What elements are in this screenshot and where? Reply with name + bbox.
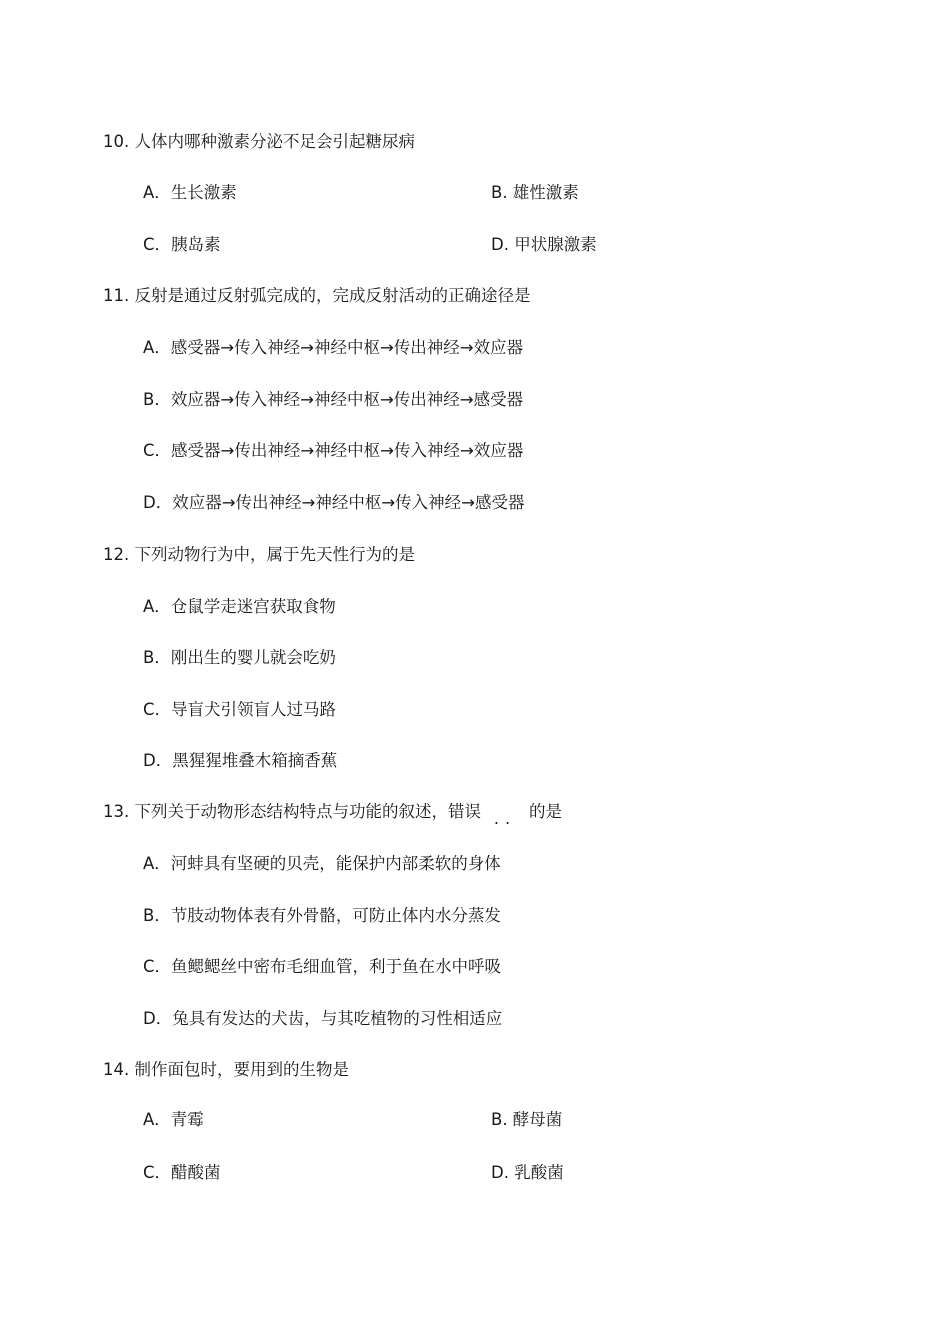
question-13-option-b: B．节肢动物体表有外骨骼，可防止体内水分蒸发 bbox=[143, 906, 501, 925]
question-12-option-a: A．仓鼠学走迷宫获取食物 bbox=[143, 597, 336, 616]
question-10-option-d: D. 甲状腺激素 bbox=[491, 235, 597, 254]
question-10-option-c: C．胰岛素 bbox=[143, 235, 221, 254]
question-11-stem: 11. 反射是通过反射弧完成的，完成反射活动的正确途径是 bbox=[103, 286, 531, 305]
question-11-option-c: C．感受器→传出神经→神经中枢→传入神经→效应器 bbox=[143, 441, 524, 460]
question-12-stem: 12. 下列动物行为中，属于先天性行为的是 bbox=[103, 545, 415, 564]
question-14-stem: 14. 制作面包时，要用到的生物是 bbox=[103, 1060, 349, 1079]
question-10-option-b: B. 雄性激素 bbox=[491, 183, 579, 202]
question-11-option-b: B．效应器→传入神经→神经中枢→传出神经→感受器 bbox=[143, 390, 524, 409]
question-12-option-b: B．刚出生的婴儿就会吃奶 bbox=[143, 648, 336, 667]
emphasis-dots: .. bbox=[493, 809, 517, 828]
question-13-option-d: D．兔具有发达的犬齿，与其吃植物的习性相适应 bbox=[143, 1009, 503, 1028]
question-14-option-a: A．青霉 bbox=[143, 1110, 204, 1129]
question-12-option-c: C．导盲犬引领盲人过马路 bbox=[143, 700, 337, 719]
question-13-stem-text: 13. 下列关于动物形态结构特点与功能的叙述，错误 bbox=[103, 802, 481, 821]
question-11-option-a: A．感受器→传入神经→神经中枢→传出神经→效应器 bbox=[143, 338, 524, 357]
question-14-option-d: D. 乳酸菌 bbox=[491, 1163, 564, 1182]
question-13-stem bbox=[103, 801, 562, 830]
question-10-option-a: A．生长激素 bbox=[143, 183, 237, 202]
question-13-stem-ending: 的是 bbox=[529, 802, 562, 821]
question-12-option-d: D．黑猩猩堆叠木箱摘香蕉 bbox=[143, 751, 338, 770]
question-11-option-d: D．效应器→传出神经→神经中枢→传入神经→感受器 bbox=[143, 493, 525, 512]
question-10-stem: 10. 人体内哪种激素分泌不足会引起糖尿病 bbox=[103, 132, 415, 151]
question-14-option-b: B. 酵母菌 bbox=[491, 1110, 563, 1129]
question-13-option-a: A．河蚌具有坚硬的贝壳，能保护内部柔软的身体 bbox=[143, 854, 501, 873]
question-14-option-c: C．醋酸菌 bbox=[143, 1163, 221, 1182]
question-13-option-c: C．鱼鳃鳃丝中密布毛细血管，利于鱼在水中呼吸 bbox=[143, 957, 502, 976]
